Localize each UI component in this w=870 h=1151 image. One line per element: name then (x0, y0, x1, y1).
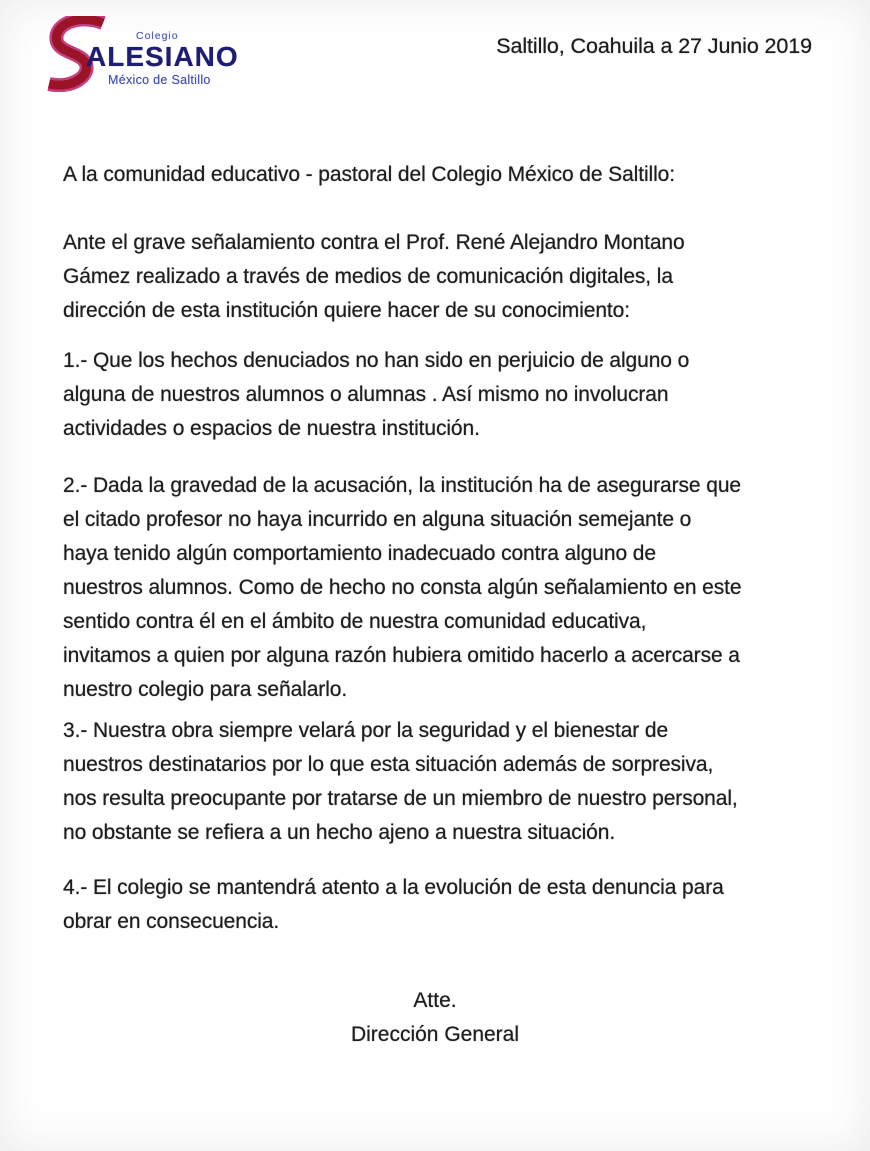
date-line: Saltillo, Coahuila a 27 Junio 2019 (496, 34, 812, 58)
point-3-paragraph: 3.- Nuestra obra siempre velará por la seguridad y el bienestar de nuestros destinatarios por lo que esta situación además de sorpresiva, nos resulta preocupante por tratarse de un miembro de nuestro personal, no obstante se refiera a un hecho ajeno a nuestra situación. (63, 719, 738, 844)
intro-paragraph: Ante el grave señalamiento contra el Prof. René Alejandro Montano Gámez realizado a través de medios de comunicación digitales, la dirección de esta institución quiere hacer de su conocimiento: (63, 231, 685, 322)
salutation: A la comunidad educativo - pastoral del Colegio México de Saltillo: (63, 163, 675, 186)
closing-block (63, 984, 807, 1052)
point-1-paragraph: 1.- Que los hechos denuciados no han sido en perjuicio de alguno o alguna de nuestros alumnos o alumnas . Así mismo no involucran actividades o espacios de nuestra institución. (63, 349, 690, 440)
closing-atte: Atte. (413, 989, 457, 1012)
logo-colegio-label: Colegio (136, 30, 179, 42)
signature: Dirección General (350, 1023, 520, 1046)
point-4-paragraph: 4.- El colegio se mantendrá atento a la evolución de esta denuncia para obrar en consecuencia. (63, 876, 724, 933)
logo-subtitle: México de Saltillo (108, 73, 211, 87)
school-logo (0, 0, 340, 120)
point-2-paragraph: 2.- Dada la gravedad de la acusación, la institución ha de asegurarse que el citado profesor no haya incurrido en alguna situación semejante o haya tenido algún comportamiento inadecuado contra alguno de nuestros alumnos. Como de hecho no consta algún señalamiento en este sentido contra él en el ámbito de nuestra comunidad educativa, invitamos a quien por alguna razón hubiera omitido hacerlo a acercarse a nuestro colegio para señalarlo. (63, 474, 742, 701)
logo-salesiano-label: ALESIANO (86, 41, 239, 72)
